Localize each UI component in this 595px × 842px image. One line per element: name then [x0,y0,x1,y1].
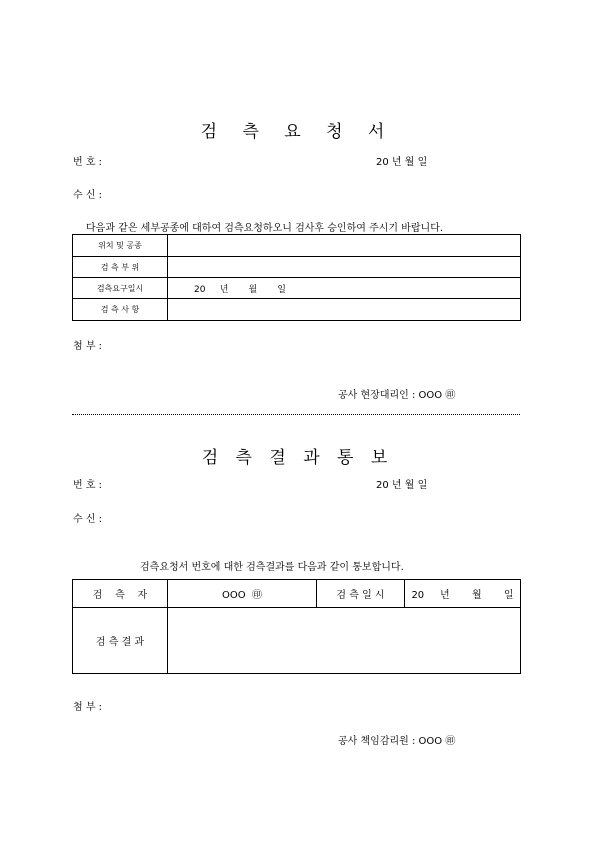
section-divider [72,414,520,415]
request-date-line: 20 년 월 일 [376,157,428,168]
table-row [73,299,521,321]
result-attachment-label: 첨 부 : [73,702,103,713]
table-row [73,608,521,674]
inspection-date-label: 검 측 일 시 [317,580,405,608]
row-label-location: 위치 및 공종 [73,235,168,257]
table-row [73,580,521,608]
result-table [72,579,521,674]
result-value[interactable] [168,608,521,674]
inspection-date-value[interactable]: 20 년 월 일 [405,580,521,608]
request-intro: 다음과 같은 세부공종에 대하여 검측요청하오니 검사후 승인하여 주시기 바랍니다. [86,223,444,234]
result-recipient-label: 수 신 : [73,514,103,525]
table-row [73,278,521,299]
row-value-items[interactable] [168,299,521,321]
result-date-line: 20 년 월 일 [376,480,428,491]
row-value-request-date[interactable]: 20 년 월 일 [168,278,521,299]
request-attachment-label: 첨 부 : [73,341,103,352]
result-title: 검 측 결 과 통 보 [201,448,394,468]
request-number-label: 번 호 : [73,157,103,168]
inspector-value[interactable]: OOO ㊞ [168,580,317,608]
result-label: 검 측 결 과 [73,608,168,674]
inspector-label: 검 측 자 [73,580,168,608]
request-table [72,234,521,321]
result-signer: 공사 책임감리원 : OOO ㊞ [338,736,456,747]
result-intro: 검측요청서 번호에 대한 검측결과를 다음과 같이 통보합니다. [140,562,404,573]
table-row [73,235,521,257]
row-label-items: 검 측 사 항 [73,299,168,321]
table-row [73,257,521,278]
row-label-request-date: 검측요구일시 [73,278,168,299]
row-value-location[interactable] [168,235,521,257]
row-value-part[interactable] [168,257,521,278]
row-label-part: 검 측 부 위 [73,257,168,278]
request-recipient-label: 수 신 : [73,190,103,201]
request-signer: 공사 현장대리인 : OOO ㊞ [338,390,456,401]
result-number-label: 번 호 : [73,480,103,491]
request-title: 검 측 요 청 서 [200,122,395,142]
